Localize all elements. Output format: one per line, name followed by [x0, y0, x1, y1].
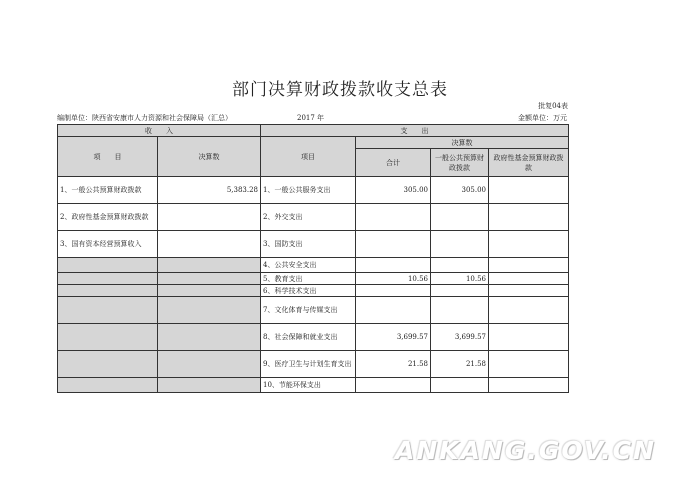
empty-cell [58, 351, 158, 378]
expense-header: 支 出 [261, 125, 569, 137]
expense-general [431, 285, 489, 297]
empty-cell [58, 378, 158, 393]
expense-fund [489, 285, 569, 297]
table-row [58, 324, 569, 351]
amount-unit: 金额单位：万元 [518, 114, 567, 122]
income-amount-header: 决算数 [158, 137, 261, 177]
expense-general [431, 231, 489, 258]
expense-total [356, 258, 431, 273]
empty-cell [158, 378, 261, 393]
empty-cell [158, 285, 261, 297]
expense-label: 7、文化体育与传媒支出 [261, 297, 356, 324]
table-row [58, 204, 569, 231]
expense-label: 1、一般公共服务支出 [261, 177, 356, 204]
table-row [58, 378, 569, 393]
empty-cell [158, 258, 261, 273]
expense-total: 10.56 [356, 273, 431, 285]
expense-label: 4、公共安全支出 [261, 258, 356, 273]
expense-general: 305.00 [431, 177, 489, 204]
expense-fund [489, 204, 569, 231]
meta-row [57, 113, 567, 123]
empty-cell [158, 297, 261, 324]
expense-total [356, 231, 431, 258]
empty-cell [158, 324, 261, 351]
table-row [58, 231, 569, 258]
table-row [58, 351, 569, 378]
report-year: 2017 年 [297, 114, 325, 122]
income-value [158, 204, 261, 231]
expense-total [356, 204, 431, 231]
expense-label: 5、教育支出 [261, 273, 356, 285]
expense-total [356, 297, 431, 324]
expense-fund [489, 351, 569, 378]
income-item-header: 项 目 [58, 137, 158, 177]
expense-general: 21.58 [431, 351, 489, 378]
total-header: 合计 [356, 149, 431, 177]
income-label: 3、国有资本经营预算收入 [58, 231, 158, 258]
income-label: 1、一般公共预算财政拨款 [58, 177, 158, 204]
compiling-unit: 编制单位：陕西省安康市人力资源和社会保障局（汇总） [57, 114, 232, 122]
expense-general [431, 378, 489, 393]
expense-general [431, 204, 489, 231]
income-value: 5,383.28 [158, 177, 261, 204]
form-number: 批复04表 [538, 102, 568, 110]
income-header: 收 入 [58, 125, 261, 137]
empty-cell [58, 258, 158, 273]
expense-total [356, 285, 431, 297]
expense-general [431, 297, 489, 324]
expense-label: 2、外交支出 [261, 204, 356, 231]
expense-item-header: 项目 [261, 137, 356, 177]
expense-fund [489, 273, 569, 285]
expense-fund [489, 378, 569, 393]
expense-amount-header: 决算数 [356, 137, 569, 149]
general-budget-header: 一般公共预算财政拨款 [431, 149, 489, 177]
table-row [58, 297, 569, 324]
table-row [58, 177, 569, 204]
expense-fund [489, 297, 569, 324]
expense-total: 305.00 [356, 177, 431, 204]
income-label: 2、政府性基金预算财政拨款 [58, 204, 158, 231]
expense-total: 21.58 [356, 351, 431, 378]
table-row [58, 273, 569, 285]
watermark-text: ANKANG.GOV.CN [395, 436, 657, 465]
expense-label: 8、社会保障和就业支出 [261, 324, 356, 351]
empty-cell [58, 285, 158, 297]
page-title: 部门决算财政拨款收支总表 [232, 80, 448, 100]
expense-fund [489, 258, 569, 273]
expense-fund [489, 324, 569, 351]
expense-total [356, 378, 431, 393]
empty-cell [58, 297, 158, 324]
income-value [158, 231, 261, 258]
table-row [58, 258, 569, 273]
gov-fund-header: 政府性基金预算财政拨款 [489, 149, 569, 177]
expense-label: 9、医疗卫生与计划生育支出 [261, 351, 356, 378]
expense-label: 6、科学技术支出 [261, 285, 356, 297]
empty-cell [58, 324, 158, 351]
revenue-expenditure-table [57, 124, 569, 393]
expense-label: 3、国防支出 [261, 231, 356, 258]
expense-total: 3,699.57 [356, 324, 431, 351]
empty-cell [158, 351, 261, 378]
expense-general [431, 258, 489, 273]
table-row [58, 285, 569, 297]
empty-cell [58, 273, 158, 285]
expense-general: 3,699.57 [431, 324, 489, 351]
expense-fund [489, 177, 569, 204]
expense-fund [489, 231, 569, 258]
expense-general: 10.56 [431, 273, 489, 285]
expense-label: 10、节能环保支出 [261, 378, 356, 393]
empty-cell [158, 273, 261, 285]
